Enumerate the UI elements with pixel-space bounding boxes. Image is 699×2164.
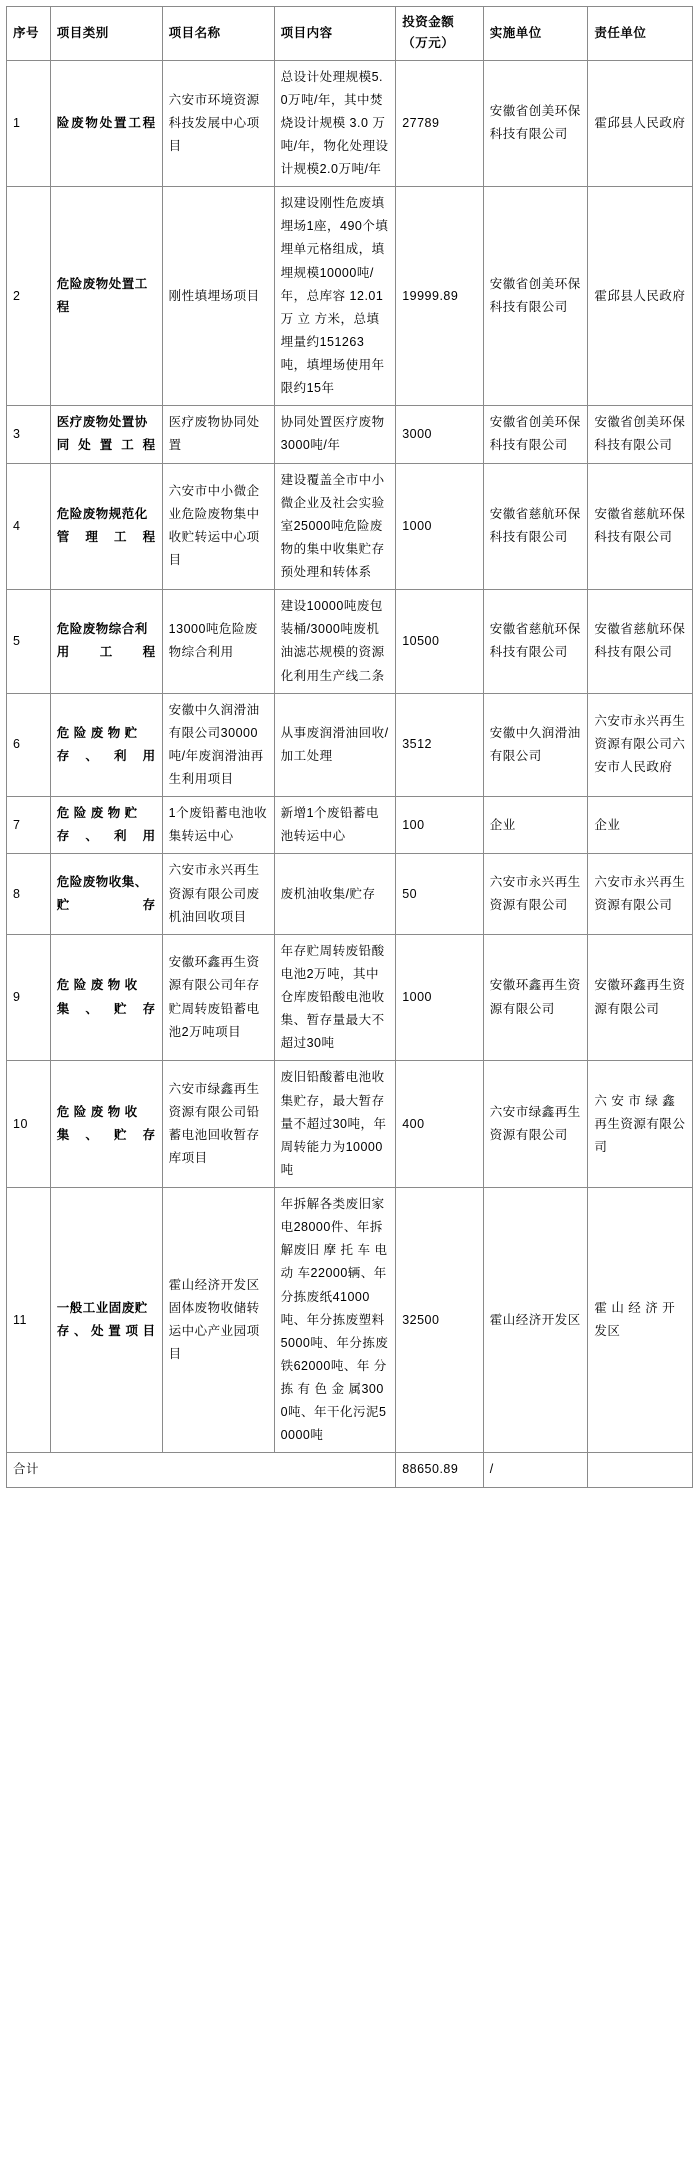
cell-responsible: 六安市永兴再生资源有限公司六安市人民政府 <box>588 693 693 797</box>
cell-name: 1个废铅蓄电池收集转运中心 <box>162 797 274 854</box>
cell-responsible: 企业 <box>588 797 693 854</box>
total-label: 合计 <box>7 1453 396 1487</box>
cell-seq: 1 <box>7 60 51 187</box>
cell-amount: 3000 <box>396 406 484 463</box>
cell-name: 六安市中小微企业危险废物集中收贮转运中心项目 <box>162 463 274 590</box>
cell-content: 总设计处理规模5.0万吨/年，其中焚烧设计规模 3.0 万吨/年，物化处理设计规模2.0万吨/年 <box>274 60 396 187</box>
cell-implementer: 安徽省创美环保科技有限公司 <box>483 187 588 406</box>
cell-category: 危 险 废 物 收集、贮存 <box>50 1061 162 1188</box>
col-header-content: 项目内容 <box>274 7 396 61</box>
cell-name: 13000吨危险废物综合利用 <box>162 590 274 694</box>
cell-responsible: 六 安 市 绿 鑫再生资源有限公司 <box>588 1061 693 1188</box>
cell-category: 危险废物收集、贮存 <box>50 854 162 934</box>
cell-responsible: 霍 山 经 济 开发区 <box>588 1188 693 1453</box>
cell-category: 医疗废物处置协同处置工程 <box>50 406 162 463</box>
col-header-seq: 序号 <box>7 7 51 61</box>
cell-implementer: 安徽省慈航环保科技有限公司 <box>483 463 588 590</box>
cell-category: 危险废物处置工程 <box>50 187 162 406</box>
cell-content: 拟建设刚性危废填埋场1座，490个填埋单元格组成，填埋规模10000吨/年，总库容 12.01 万 立 方米，总填埋量约151263吨，填埋场使用年限约15年 <box>274 187 396 406</box>
cell-name: 安徽中久润滑油有限公司30000吨/年废润滑油再生利用项目 <box>162 693 274 797</box>
cell-implementer: 霍山经济开发区 <box>483 1188 588 1453</box>
cell-amount: 1000 <box>396 463 484 590</box>
cell-amount: 19999.89 <box>396 187 484 406</box>
cell-content: 新增1个废铅蓄电池转运中心 <box>274 797 396 854</box>
table-row <box>7 797 693 854</box>
total-responsible <box>588 1453 693 1487</box>
cell-amount: 100 <box>396 797 484 854</box>
cell-name: 六安市永兴再生资源有限公司废机油回收项目 <box>162 854 274 934</box>
cell-name: 霍山经济开发区固体废物收储转运中心产业园项目 <box>162 1188 274 1453</box>
cell-responsible: 安徽省慈航环保科技有限公司 <box>588 463 693 590</box>
cell-name: 刚性填埋场项目 <box>162 187 274 406</box>
table-header <box>7 7 693 61</box>
cell-content: 从事废润滑油回收/加工处理 <box>274 693 396 797</box>
cell-responsible: 安徽省创美环保科技有限公司 <box>588 406 693 463</box>
cell-amount: 400 <box>396 1061 484 1188</box>
cell-seq: 9 <box>7 934 51 1061</box>
cell-content: 协同处置医疗废物3000吨/年 <box>274 406 396 463</box>
total-implementer: / <box>483 1453 588 1487</box>
cell-name: 六安市环境资源科技发展中心项目 <box>162 60 274 187</box>
cell-amount: 10500 <box>396 590 484 694</box>
cell-responsible: 六安市永兴再生资源有限公司 <box>588 854 693 934</box>
cell-content: 废机油收集/贮存 <box>274 854 396 934</box>
col-header-implementer: 实施单位 <box>483 7 588 61</box>
col-header-category: 项目类别 <box>50 7 162 61</box>
cell-implementer: 安徽省创美环保科技有限公司 <box>483 60 588 187</box>
cell-seq: 4 <box>7 463 51 590</box>
cell-category: 危 险 废 物 贮存、利用 <box>50 693 162 797</box>
project-table <box>6 6 693 1488</box>
table-body <box>7 60 693 1487</box>
cell-implementer: 六安市永兴再生资源有限公司 <box>483 854 588 934</box>
cell-implementer: 安徽省创美环保科技有限公司 <box>483 406 588 463</box>
cell-category: 危 险 废 物 贮存、利用 <box>50 797 162 854</box>
table-header-row <box>7 7 693 61</box>
cell-name: 医疗废物协同处置 <box>162 406 274 463</box>
table-row <box>7 1188 693 1453</box>
cell-content: 年存贮周转废铅酸电池2万吨，其中仓库废铅酸电池收集、暂存量最大不超过30吨 <box>274 934 396 1061</box>
col-header-name: 项目名称 <box>162 7 274 61</box>
total-amount: 88650.89 <box>396 1453 484 1487</box>
cell-seq: 5 <box>7 590 51 694</box>
col-header-responsible: 责任单位 <box>588 7 693 61</box>
table-row <box>7 854 693 934</box>
cell-seq: 6 <box>7 693 51 797</box>
cell-amount: 1000 <box>396 934 484 1061</box>
table-row <box>7 463 693 590</box>
cell-seq: 2 <box>7 187 51 406</box>
cell-category: 危险废物综合利用工程 <box>50 590 162 694</box>
cell-name: 安徽环鑫再生资源有限公司年存贮周转废铅蓄电池2万吨项目 <box>162 934 274 1061</box>
cell-category: 危险废物规范化管理工程 <box>50 463 162 590</box>
cell-implementer: 安徽环鑫再生资源有限公司 <box>483 934 588 1061</box>
cell-content: 年拆解各类废旧家电28000件、年拆解废旧 摩 托 车 电 动 车22000辆、年分拣废纸41000吨、年分拣废塑料5000吨、年分拣废铁62000吨、年 分 拣 有 色 金 属3000吨、年干化污泥50000吨 <box>274 1188 396 1453</box>
cell-content: 废旧铅酸蓄电池收集贮存，最大暂存量不超过30吨，年周转能力为10000吨 <box>274 1061 396 1188</box>
cell-amount: 27789 <box>396 60 484 187</box>
table-row <box>7 693 693 797</box>
cell-category: 危 险 废 物 收集、贮存 <box>50 934 162 1061</box>
cell-seq: 8 <box>7 854 51 934</box>
cell-responsible: 霍邱县人民政府 <box>588 187 693 406</box>
table-total-row <box>7 1453 693 1487</box>
cell-amount: 50 <box>396 854 484 934</box>
col-header-amount: 投资金额（万元） <box>396 7 484 61</box>
cell-category: 一般工业固废贮存、处置项目 <box>50 1188 162 1453</box>
table-row <box>7 590 693 694</box>
cell-content: 建设覆盖全市中小微企业及社会实验室25000吨危险废物的集中收集贮存预处理和转体系 <box>274 463 396 590</box>
cell-responsible: 安徽环鑫再生资源有限公司 <box>588 934 693 1061</box>
cell-implementer: 安徽中久润滑油有限公司 <box>483 693 588 797</box>
table-row <box>7 187 693 406</box>
cell-name: 六安市绿鑫再生资源有限公司铅蓄电池回收暂存库项目 <box>162 1061 274 1188</box>
cell-amount: 32500 <box>396 1188 484 1453</box>
cell-amount: 3512 <box>396 693 484 797</box>
cell-responsible: 安徽省慈航环保科技有限公司 <box>588 590 693 694</box>
table-row <box>7 1061 693 1188</box>
cell-implementer: 六安市绿鑫再生资源有限公司 <box>483 1061 588 1188</box>
table-row <box>7 934 693 1061</box>
cell-seq: 11 <box>7 1188 51 1453</box>
table-row <box>7 60 693 187</box>
cell-seq: 10 <box>7 1061 51 1188</box>
cell-category: 险废物处置工程 <box>50 60 162 187</box>
cell-implementer: 安徽省慈航环保科技有限公司 <box>483 590 588 694</box>
cell-seq: 7 <box>7 797 51 854</box>
cell-seq: 3 <box>7 406 51 463</box>
table-row <box>7 406 693 463</box>
cell-responsible: 霍邱县人民政府 <box>588 60 693 187</box>
cell-content: 建设10000吨废包装桶/3000吨废机油滤芯规模的资源化利用生产线二条 <box>274 590 396 694</box>
cell-implementer: 企业 <box>483 797 588 854</box>
